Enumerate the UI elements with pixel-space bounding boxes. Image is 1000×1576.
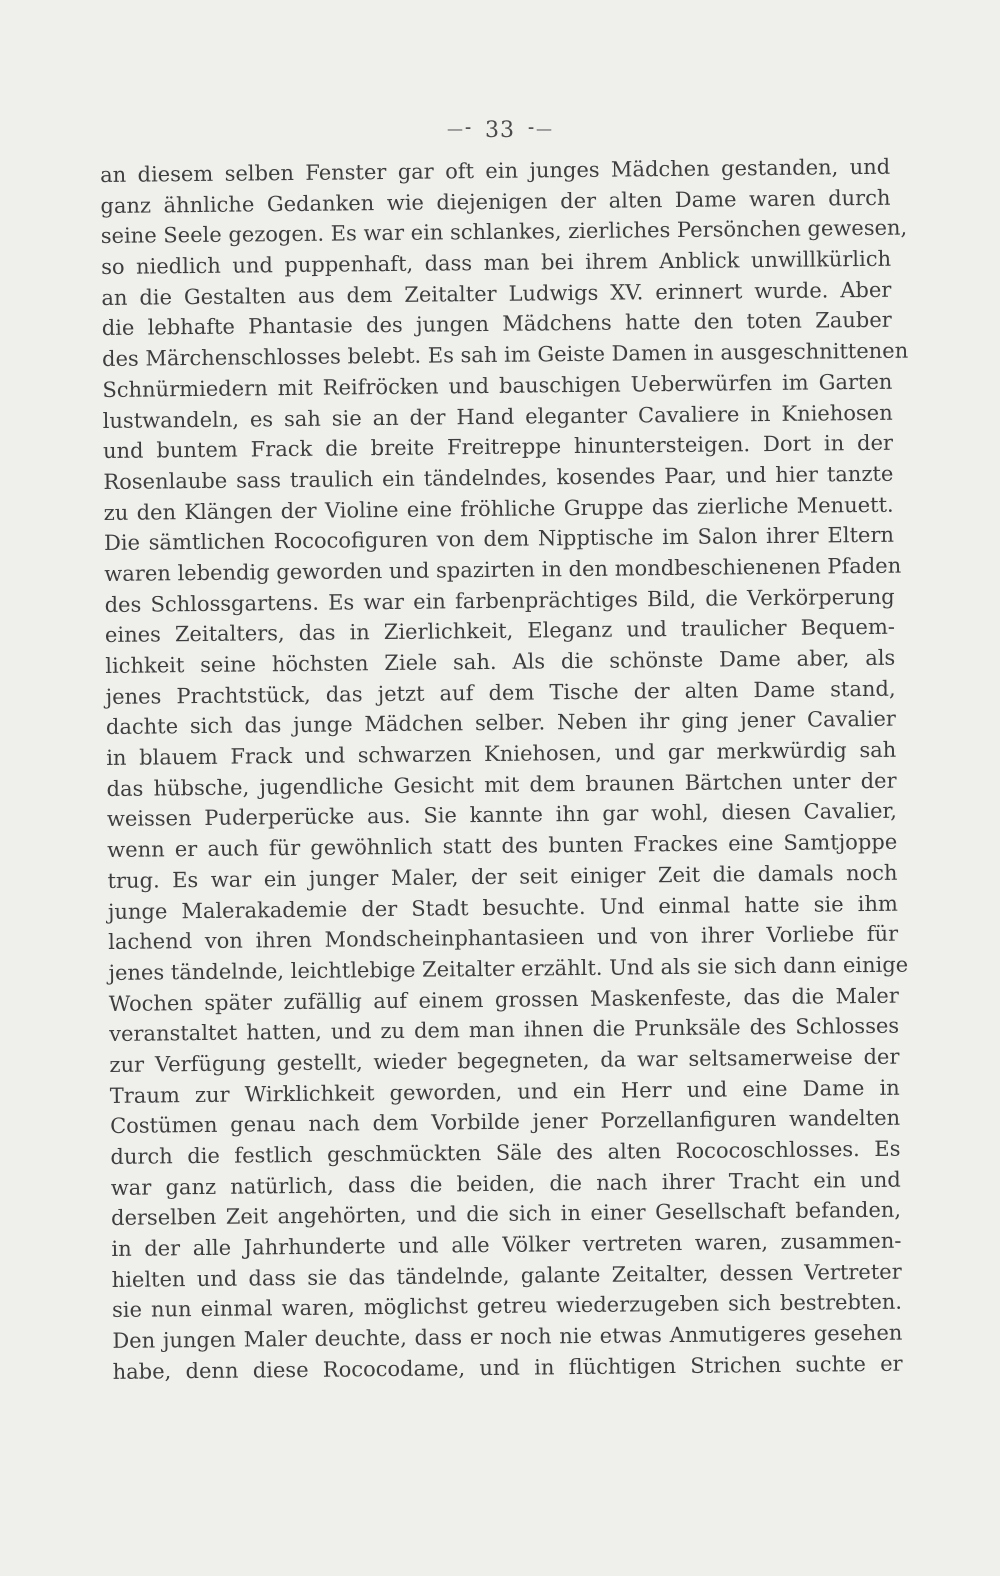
- text-line: jenes tändelnde, leichtlebige Zeitalter erzählt. Und als sie sich dann einige: [108, 952, 909, 985]
- text-line: das hübsche, jugendliche Gesicht mit dem braunen Bärtchen unter der: [106, 768, 897, 801]
- text-line: wenn er auch für gewöhnlich statt des bunten Frackes eine Samtjoppe: [107, 829, 898, 863]
- text-line: sie nun einmal waren, möglichst getreu wiederzugeben sich bestrebten.: [111, 1290, 903, 1323]
- ornament-left: —⁃: [447, 119, 473, 138]
- text-line: jenes Prachtstück, das jetzt auf dem Tische der alten Dame stand,: [105, 676, 896, 709]
- text-line: junge Malerakademie der Stadt besuchte. Und einmal hatte sie ihm: [107, 891, 898, 924]
- text-line: lichkeit seine höchsten Ziele sah. Als die schönste Dame aber, als: [105, 645, 896, 678]
- text-line: lachend von ihren Mondscheinphantasieen und von ihrer Vorliebe für: [108, 921, 899, 955]
- text-line: Den jungen Maler deuchte, dass er noch nie etwas Anmutigeres gesehen: [112, 1320, 903, 1354]
- text-line: derselben Zeit angehörten, und die sich in einer Gesellschaft befanden,: [110, 1198, 902, 1231]
- text-line: weissen Puderperücke aus. Sie kannte ihn gar wohl, diesen Cavalier,: [106, 799, 897, 832]
- text-line: an die Gestalten aus dem Zeitalter Ludwigs XV. erinnert wurde. Aber: [101, 277, 892, 310]
- text-line: Schnürmiedern mit Reifröcken und bauschigen Ueberwürfen im Garten: [102, 369, 893, 402]
- page-number: 33: [485, 118, 515, 143]
- text-line: Costümen genau nach dem Vorbilde jener Porzellanfiguren wandelten: [109, 1105, 901, 1139]
- ornament-right: ⁃—: [527, 119, 553, 138]
- text-line: des Schlossgartens. Es war ein farbenprächtiges Bild, die Verkörperung: [104, 584, 895, 617]
- text-line: so niedlich und puppenhaft, dass man bei ihrem Anblick unwillkürlich: [100, 246, 892, 280]
- page-header: [0, 118, 1000, 143]
- text-line: veranstaltet hatten, und zu dem man ihnen die Prunksäle des Schlosses: [109, 1013, 900, 1047]
- text-line: in der alle Jahrhunderte und alle Völker vertreten waren, zusammen-: [111, 1228, 902, 1262]
- text-line: hielten und dass sie das tändelnde, galante Zeitalter, dessen Vertreter: [111, 1259, 902, 1292]
- text-line: Rosenlaube sass traulich ein tändelndes, kosendes Paar, und hier tanzte: [103, 461, 894, 494]
- text-line: seine Seele gezogen. Es war ein schlankes, zierliches Persönchen gewesen,: [100, 215, 908, 249]
- text-line: dachte sich das junge Mädchen selber. Neben ihr ging jener Cavalier: [105, 707, 897, 740]
- text-line: zu den Klängen der Violine eine fröhliche Gruppe das zierliche Menuett.: [103, 492, 894, 525]
- text-line: durch die festlich geschmückten Säle des alten Rococoschlosses. Es: [110, 1136, 901, 1169]
- text-line: ganz ähnliche Gedanken wie diejenigen der alten Dame waren durch: [100, 185, 891, 218]
- text-line: des Märchenschlosses belebt. Es sah im Geiste Damen in ausgeschnittenen: [101, 338, 909, 372]
- text-line: waren lebendig geworden und spazirten in den mondbeschienenen Pfaden: [104, 553, 902, 586]
- text-line: die lebhafte Phantasie des jungen Mädchens hatte den toten Zauber: [101, 308, 892, 341]
- text-line: war ganz natürlich, dass die beiden, die nach ihrer Tracht ein und: [110, 1167, 901, 1200]
- text-line: Wochen später zufällig auf einem grossen Maskenfeste, das die Maler: [108, 983, 899, 1016]
- text-line: in blauem Frack und schwarzen Kniehosen, und gar merkwürdig sah: [106, 737, 897, 771]
- body-text: [100, 152, 909, 1388]
- text-line: und buntem Frack die breite Freitreppe hinuntersteigen. Dort in der: [102, 430, 894, 464]
- text-line: trug. Es war ein junger Maler, der seit einiger Zeit die damals noch: [107, 860, 898, 893]
- text-line: lustwandeln, es sah sie an der Hand eleganter Cavaliere in Kniehosen: [102, 400, 893, 433]
- text-line: an diesem selben Fenster gar oft ein junges Mädchen gestanden, und: [100, 154, 891, 187]
- text-line: Die sämtlichen Rococofiguren von dem Nipptische im Salon ihrer Eltern: [103, 522, 895, 556]
- text-line: Traum zur Wirklichkeit geworden, und ein Herr und eine Dame in: [109, 1075, 900, 1108]
- text-line: zur Verfügung gestellt, wieder begegneten, da war seltsamerweise der: [109, 1044, 900, 1077]
- text-line: eines Zeitalters, das in Zierlichkeit, Eleganz und traulicher Bequem-: [104, 615, 896, 648]
- text-line: habe, denn diese Rococodame, und in flüchtigen Strichen suchte er: [112, 1351, 903, 1384]
